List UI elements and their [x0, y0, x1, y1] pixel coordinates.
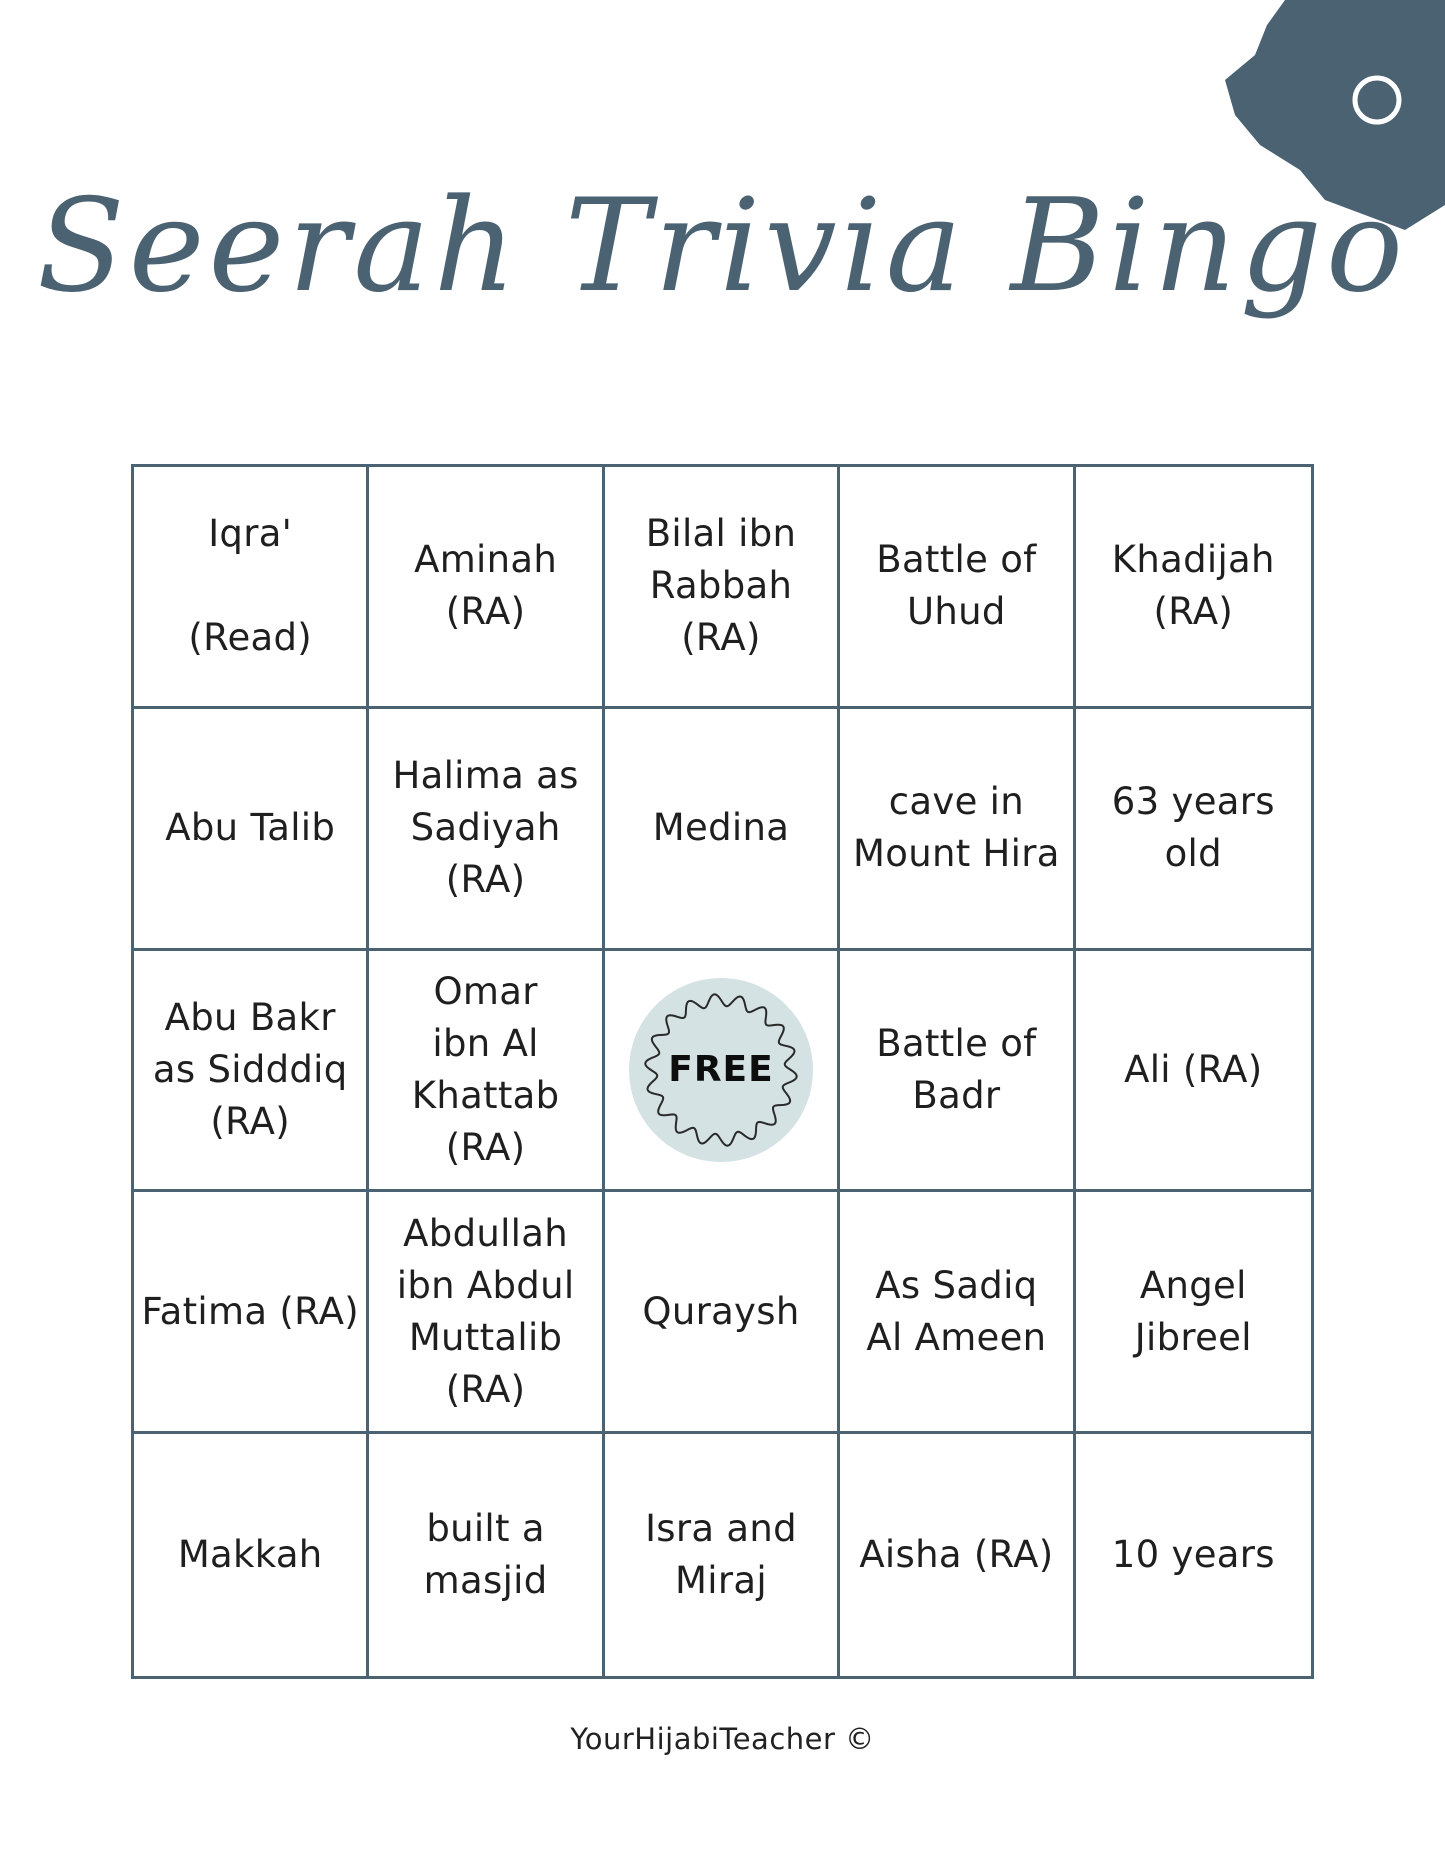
bingo-cell[interactable]: Battle of Badr [840, 951, 1075, 1193]
free-label: FREE [668, 1048, 774, 1090]
title-svg [0, 120, 1445, 420]
bingo-cell[interactable]: Khadijah (RA) [1076, 467, 1311, 709]
bingo-cell[interactable]: Bilal ibn Rabbah (RA) [605, 467, 840, 709]
bingo-cell[interactable]: Fatima (RA) [134, 1192, 369, 1434]
page-title [0, 120, 1445, 420]
bingo-cell[interactable]: Medina [605, 709, 840, 951]
bingo-cell[interactable]: 10 years [1111, 1533, 1275, 1577]
bingo-cell[interactable]: Aisha (RA) [840, 1434, 1075, 1676]
bingo-cell[interactable]: Abu Bakr as Sidddiq (RA) [134, 951, 369, 1193]
bingo-cell[interactable]: Battle of Uhud [840, 467, 1075, 709]
bingo-cell[interactable]: Abu Talib [134, 709, 369, 951]
bingo-cell[interactable]: Angel Jibreel [1076, 1192, 1311, 1434]
footer-credit: YourHijabiTeacher © [570, 1722, 875, 1756]
title-text: Seerah Trivia Bingo [37, 172, 1407, 321]
bingo-cell[interactable]: Isra and Miraj [605, 1434, 840, 1676]
scalloped-badge-icon [628, 977, 814, 1163]
bingo-cell[interactable]: built a masjid [369, 1434, 604, 1676]
bingo-cell[interactable]: As Sadiq Al Ameen [840, 1192, 1075, 1434]
bingo-cell[interactable]: Quraysh [605, 1192, 840, 1434]
bingo-cell[interactable]: Aminah (RA) [369, 467, 604, 709]
free-space[interactable] [605, 951, 840, 1193]
bingo-cell[interactable]: 63 years old [1076, 709, 1311, 951]
bingo-cell[interactable]: Makkah [134, 1434, 369, 1676]
bingo-cell[interactable]: Omar ibn Al Khattab (RA) [369, 951, 604, 1193]
bingo-cell[interactable]: cave in Mount Hira [840, 709, 1075, 951]
bingo-cell[interactable]: Iqra' (Read) [134, 467, 369, 709]
bingo-board [131, 464, 1314, 1679]
bingo-cell[interactable]: Abdullah ibn Abdul Muttalib (RA) [369, 1192, 604, 1434]
bingo-cell[interactable]: Ali (RA) [1076, 951, 1311, 1193]
bingo-cell[interactable]: Halima as Sadiyah (RA) [369, 709, 604, 951]
